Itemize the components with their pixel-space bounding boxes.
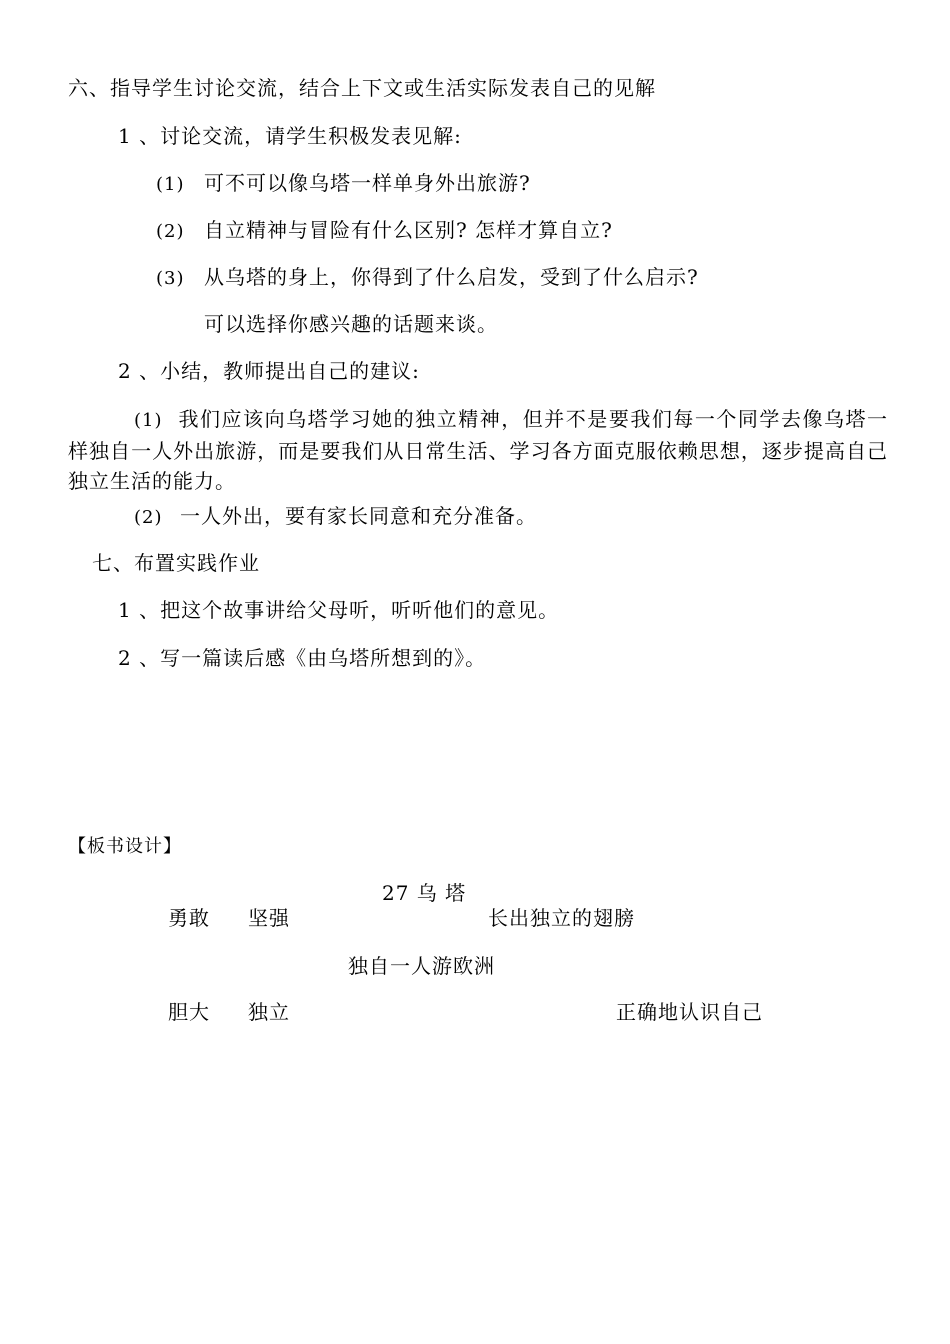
board-title: 27 乌 塔: [382, 881, 467, 905]
summary-point-2: [134, 503, 537, 531]
question-2-text: 自立精神与冒险有什么区别? 怎样才算自立?: [204, 218, 613, 242]
question-3-number: (3): [156, 268, 185, 289]
discussion-note: 可以选择你感兴趣的话题来谈。: [204, 312, 498, 336]
board-word-independent: 独立: [248, 1000, 290, 1024]
question-1: [156, 170, 531, 198]
homework-item-1: 1 、把这个故事讲给父母听，听听他们的意见。: [118, 598, 560, 622]
board-phrase-wings: 长出独立的翅膀: [488, 906, 635, 930]
board-design-label: 【板书设计】: [68, 836, 182, 857]
question-3-text: 从乌塔的身上，你得到了什么启发，受到了什么启示?: [204, 265, 699, 289]
board-word-bold: 胆大: [168, 1000, 210, 1024]
board-word-strong: 坚强: [248, 906, 290, 930]
summary-point-2-number: (2): [134, 507, 163, 528]
section-7-heading: 七、布置实践作业: [92, 551, 260, 575]
question-3: [156, 264, 699, 292]
board-phrase-europe: 独自一人游欧洲: [348, 954, 495, 978]
section-6-item-2-label: 2 、小结，教师提出自己的建议:: [118, 359, 420, 383]
question-2-number: (2): [156, 221, 185, 242]
section-6-heading: 六、指导学生讨论交流，结合上下文或生活实际发表自己的见解: [68, 76, 656, 100]
question-1-number: (1): [156, 174, 185, 195]
board-phrase-self: 正确地认识自己: [616, 1000, 763, 1024]
summary-point-1: [68, 404, 888, 496]
section-6-item-1-label: 1 、讨论交流，请学生积极发表见解:: [118, 124, 462, 148]
homework-item-2: 2 、写一篇读后感《由乌塔所想到的》。: [118, 646, 487, 670]
question-2: [156, 217, 613, 245]
summary-point-1-text: 我们应该向乌塔学习她的独立精神，但并不是要我们每一个同学去像乌塔一样独自一人外出旅游，而是要我们从日常生活、学习各方面克服依赖思想，逐步提高自己独立生活的能力。: [68, 407, 888, 493]
summary-point-1-number: (1): [134, 410, 163, 431]
board-word-brave: 勇敢: [168, 906, 210, 930]
summary-point-2-text: 一人外出，要有家长同意和充分准备。: [180, 504, 537, 528]
question-1-text: 可不可以像乌塔一样单身外出旅游?: [204, 171, 531, 195]
